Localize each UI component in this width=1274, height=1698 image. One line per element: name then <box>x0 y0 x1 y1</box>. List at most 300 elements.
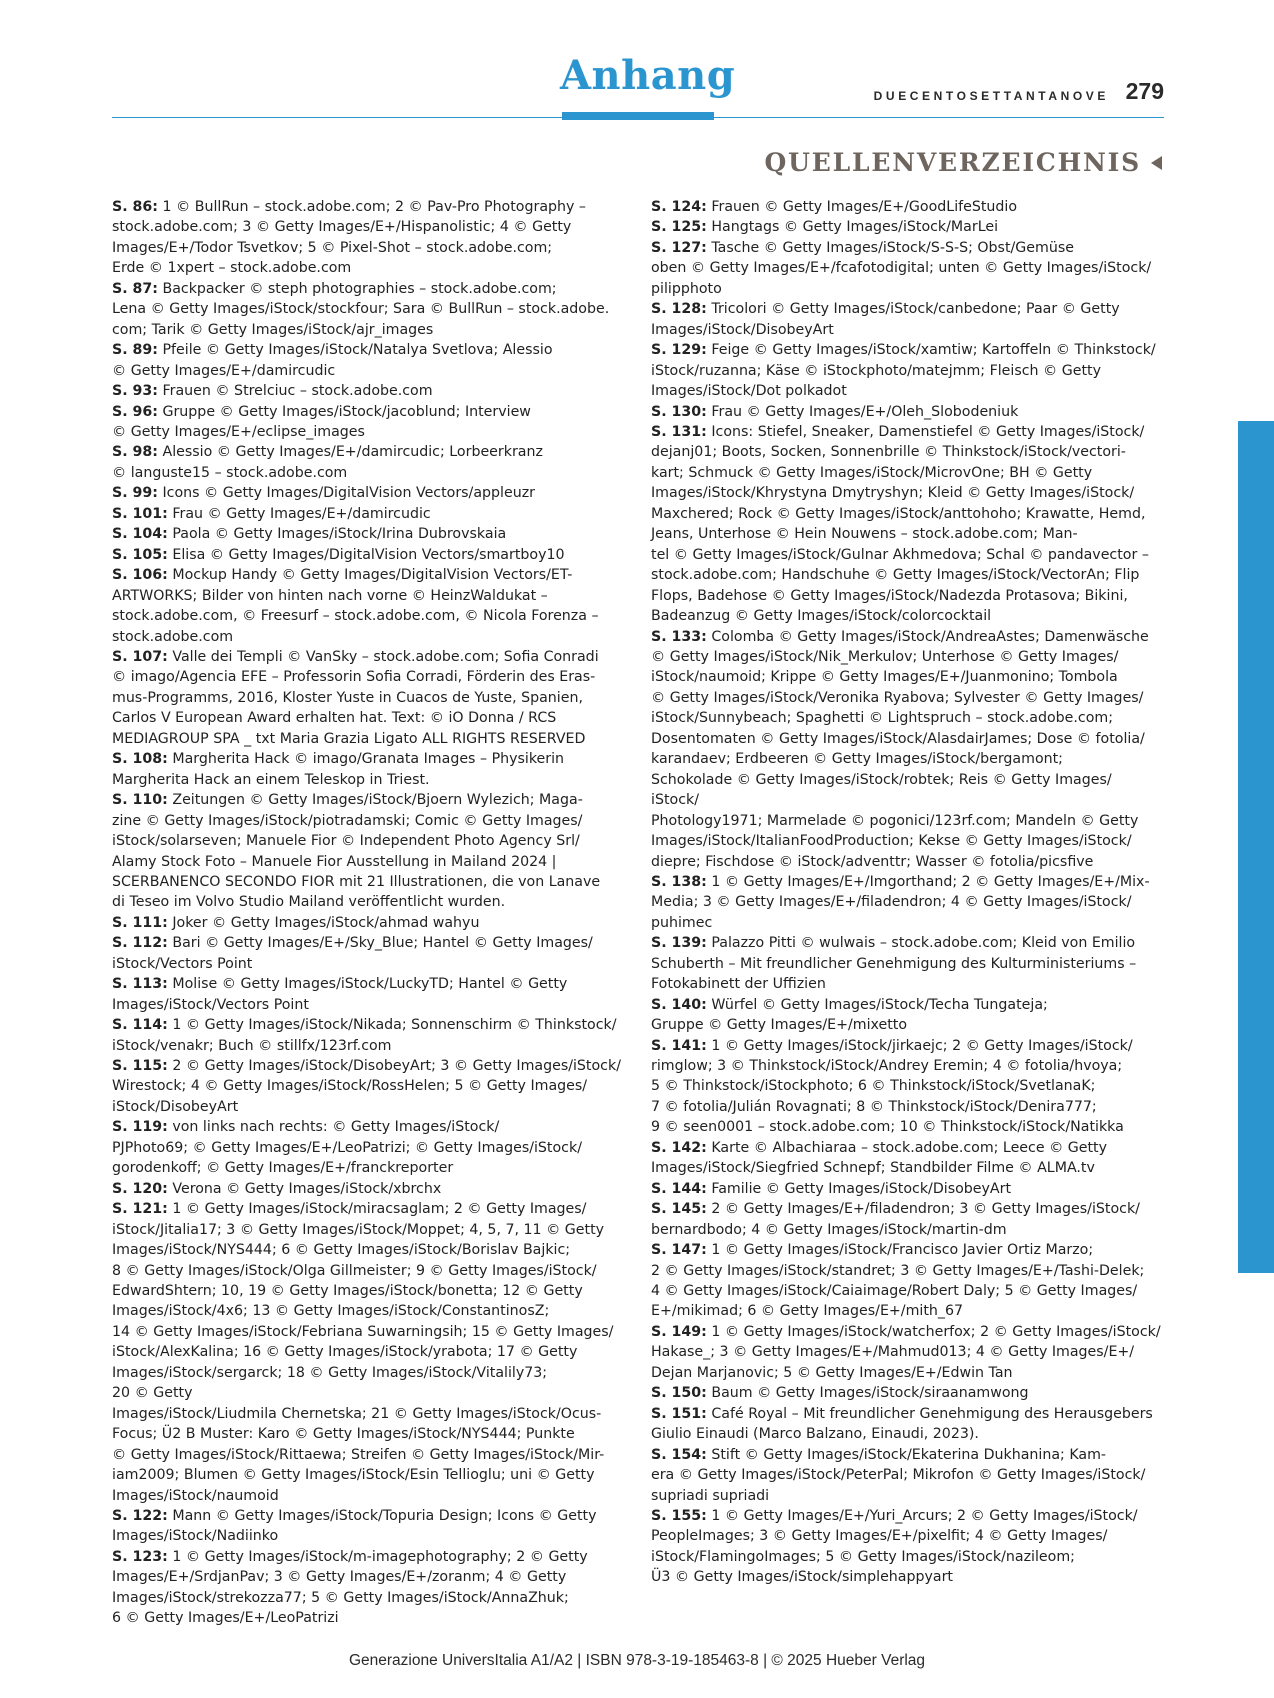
credit-entry <box>651 627 1191 872</box>
credit-line <box>651 1547 1191 1567</box>
credit-entry <box>112 933 642 974</box>
credit-entry <box>112 565 642 647</box>
credit-entry <box>651 1138 1191 1179</box>
credit-entry <box>112 790 642 913</box>
page-reference: S. 122: <box>112 1508 168 1524</box>
credit-entry <box>112 442 642 483</box>
credit-line <box>651 422 1191 442</box>
page-reference: S. 110: <box>112 792 168 809</box>
credit-line <box>112 729 642 749</box>
credit-line <box>651 790 1191 810</box>
page-reference: S. 101: <box>112 505 168 522</box>
credit-line <box>112 1281 642 1301</box>
credit-line <box>651 1526 1191 1546</box>
credit-text: Images/iStock/DisobeyArt <box>651 321 834 338</box>
credit-line <box>112 1404 642 1424</box>
credit-text: stock.adobe.com <box>112 628 234 645</box>
credit-text: iStock/naumoid; Krippe © Getty Images/E+/Juanmonino; Tombola <box>651 669 1118 686</box>
credit-text: Dejan Marjanovic; 5 © Getty Images/E+/Edwin Tan <box>651 1364 1013 1381</box>
credit-line <box>651 402 1191 422</box>
credit-text: ARTWORKS; Bilder von hinten nach vorne © HeinzWaldukat – <box>112 587 548 604</box>
credit-text: 8 © Getty Images/iStock/Olga Gillmeister; 9 © Getty Images/iStock/ <box>112 1262 597 1279</box>
page-reference: S. 147: <box>651 1242 707 1259</box>
credit-line <box>112 688 642 708</box>
credit-text: 6 © Getty Images/E+/LeoPatrizi <box>112 1610 339 1627</box>
credit-line <box>112 1036 642 1056</box>
credit-text: Feige © Getty Images/iStock/xamtiw; Kartoffeln © Thinkstock/ <box>711 342 1156 359</box>
credit-text: Images/iStock/naumoid <box>112 1487 279 1504</box>
credit-entry <box>112 483 642 503</box>
credit-line <box>651 1506 1191 1526</box>
credit-text: Icons: Stiefel, Sneaker, Damenstiefel © Getty Images/iStock/ <box>711 423 1145 440</box>
credit-text: kart; Schmuck © Getty Images/iStock/MicrovOne; BH © Getty <box>651 464 1093 481</box>
credit-line <box>651 770 1191 790</box>
credit-text: © Getty Images/E+/damircudic <box>112 362 336 379</box>
credit-text: Images/iStock/Khrystyna Dmytryshyn; Kleid © Getty Images/iStock/ <box>651 485 1135 502</box>
credit-text: Images/iStock/Siegfried Schnepf; Standbilder Filme © ALMA.tv <box>651 1160 1095 1177</box>
page-reference: S. 89: <box>112 342 158 359</box>
credit-text: Verona © Getty Images/iStock/xbrchx <box>172 1180 442 1197</box>
credit-entry <box>651 1445 1191 1506</box>
credit-line <box>112 1015 642 1035</box>
credit-text: Images/iStock/Vectors Point <box>112 996 309 1013</box>
credit-entry <box>112 1547 642 1629</box>
credit-line <box>651 688 1191 708</box>
credit-text: Jeans, Unterhose © Hein Nouwens – stock.adobe.com; Man- <box>651 526 1078 543</box>
page-reference: S. 131: <box>651 423 707 440</box>
credits-column-left <box>112 197 642 1629</box>
credit-line <box>651 197 1191 217</box>
credit-line <box>651 1015 1191 1035</box>
section-title: QUELLENVERZEICHNIS <box>764 148 1141 177</box>
credit-line <box>651 913 1191 933</box>
page-reference: S. 140: <box>651 996 707 1013</box>
credit-text: Margherita Hack an einem Teleskop in Triest. <box>112 771 430 788</box>
credit-line <box>651 995 1191 1015</box>
credit-text: Stift © Getty Images/iStock/Ekaterina Dukhanina; Kam- <box>711 1446 1107 1463</box>
credit-text: Bari © Getty Images/E+/Sky_Blue; Hantel © Getty Images/ <box>172 935 593 952</box>
credit-text: Carlos V European Award erhalten hat. Text: © iO Donna / RCS <box>112 710 557 727</box>
credit-entry <box>112 340 642 381</box>
page-number-word: DUECENTOSETTANTANOVE <box>873 89 1109 103</box>
credit-text: Dosentomaten © Getty Images/iStock/AlasdairJames; Dose © fotolia/ <box>651 730 1145 747</box>
credit-text: gorodenkoff; © Getty Images/E+/franckreporter <box>112 1160 454 1177</box>
credit-text: Images/iStock/ItalianFoodProduction; Kekse © Getty Images/iStock/ <box>651 833 1132 850</box>
credit-text: Icons © Getty Images/DigitalVision Vectors/appleuzr <box>162 485 535 502</box>
credit-line <box>651 1138 1191 1158</box>
credit-entry <box>112 1015 642 1056</box>
credit-entry <box>651 995 1191 1036</box>
credit-line <box>112 1526 642 1546</box>
credit-entry <box>651 1179 1191 1199</box>
page-reference: S. 111: <box>112 914 168 931</box>
credit-entry <box>112 913 642 933</box>
credit-text: Frau © Getty Images/E+/Oleh_Slobodeniuk <box>711 403 1019 420</box>
credit-entry <box>651 1036 1191 1138</box>
credit-line <box>112 1199 642 1219</box>
credit-line <box>651 1281 1191 1301</box>
credit-entry <box>651 1240 1191 1322</box>
credit-text: © Getty Images/E+/eclipse_images <box>112 423 365 440</box>
credit-text: iStock/DisobeyArt <box>112 1098 239 1115</box>
credit-line <box>112 1158 642 1178</box>
credit-entry <box>112 197 642 279</box>
page-reference: S. 120: <box>112 1180 168 1197</box>
credit-line <box>112 545 642 565</box>
credit-text: 20 © Getty <box>112 1385 193 1402</box>
credit-line <box>112 647 642 667</box>
credit-line <box>112 627 642 647</box>
credit-line <box>112 852 642 872</box>
page-reference: S. 150: <box>651 1385 707 1402</box>
credit-line <box>651 1199 1191 1219</box>
triangle-left-icon <box>1151 156 1162 170</box>
page-reference: S. 145: <box>651 1201 707 1218</box>
credit-line <box>112 831 642 851</box>
credit-line <box>112 422 642 442</box>
credit-entry <box>651 217 1191 237</box>
credit-entry <box>112 504 642 524</box>
page-reference: S. 115: <box>112 1058 168 1075</box>
credit-entry <box>112 402 642 443</box>
page-reference: S. 96: <box>112 403 158 420</box>
page-reference: S. 129: <box>651 342 707 359</box>
credit-text: EdwardShtern; 10, 19 © Getty Images/iStock/bonetta; 12 © Getty <box>112 1283 583 1300</box>
credit-line <box>112 340 642 360</box>
credit-entry <box>651 1199 1191 1240</box>
credit-text: 4 © Getty Images/iStock/Caiaimage/Robert Daly; 5 © Getty Images/ <box>651 1283 1138 1300</box>
credit-line <box>112 1138 642 1158</box>
credit-text: Colomba © Getty Images/iStock/AndreaAstes; Damenwäsche <box>711 628 1149 645</box>
credit-text: Paola © Getty Images/iStock/Irina Dubrovskaia <box>172 526 507 543</box>
credit-line <box>651 1076 1191 1096</box>
page-reference: S. 93: <box>112 383 158 400</box>
credit-text: 2 © Getty Images/iStock/standret; 3 © Getty Images/E+/Tashi-Delek; <box>651 1262 1145 1279</box>
credit-line <box>112 504 642 524</box>
credit-text: Pfeile © Getty Images/iStock/Natalya Svetlova; Alessio <box>162 342 553 359</box>
page-reference: S. 105: <box>112 546 168 563</box>
credit-text: Maxchered; Rock © Getty Images/iStock/anttohoho; Krawatte, Hemd, <box>651 505 1146 522</box>
credit-text: © imago/Agencia EFE – Professorin Sofia Corradi, Förderin des Eras- <box>112 669 596 686</box>
credit-text: Café Royal – Mit freundlicher Genehmigung des Herausgebers <box>711 1405 1153 1422</box>
credit-text: Würfel © Getty Images/iStock/Techa Tungateja; <box>711 996 1048 1013</box>
credit-line <box>651 1465 1191 1485</box>
credit-line <box>651 442 1191 462</box>
credit-entry <box>112 974 642 1015</box>
credit-line <box>112 606 642 626</box>
credit-line <box>112 463 642 483</box>
page-reference: S. 107: <box>112 648 168 665</box>
credit-line <box>651 647 1191 667</box>
credit-line <box>651 361 1191 381</box>
credit-text: Focus; Ü2 B Muster: Karo © Getty Images/iStock/NYS444; Punkte <box>112 1426 575 1443</box>
credit-text: pilipphoto <box>651 280 722 297</box>
credit-line <box>651 1342 1191 1362</box>
credit-line <box>112 1567 642 1587</box>
credit-text: Gruppe © Getty Images/iStock/jacoblund; Interview <box>162 403 531 420</box>
page-reference: S. 86: <box>112 199 158 215</box>
credit-line <box>112 1588 642 1608</box>
credit-text: Tricolori © Getty Images/iStock/canbedone; Paar © Getty <box>711 301 1120 318</box>
credit-line <box>112 667 642 687</box>
credit-text: zine © Getty Images/iStock/piotradamski; Comic © Getty Images/ <box>112 812 583 829</box>
credit-line <box>112 974 642 994</box>
credit-line <box>112 442 642 462</box>
credit-entry <box>112 749 642 790</box>
credit-line <box>112 1220 642 1240</box>
credit-text: iStock/FlamingoImages; 5 © Getty Images/iStock/nazileom; <box>651 1548 1075 1565</box>
credit-text: iStock/solarseven; Manuele Fior © Independent Photo Agency Srl/ <box>112 833 580 850</box>
credit-text: 1 © Getty Images/iStock/watcherfox; 2 © Getty Images/iStock/ <box>711 1323 1161 1340</box>
credit-text: © Getty Images/iStock/Nik_Merkulov; Unterhose © Getty Images/ <box>651 648 1119 665</box>
credit-text: Mann © Getty Images/iStock/Topuria Design; Icons © Getty <box>172 1508 597 1524</box>
credit-text: Valle dei Templi © VanSky – stock.adobe.com; Sofia Conradi <box>172 648 599 665</box>
credit-line <box>651 831 1191 851</box>
credit-text: 1 © BullRun – stock.adobe.com; 2 © Pav-Pro Photography – <box>162 199 587 215</box>
credit-text: mus-Programms, 2016, Kloster Yuste in Cuacos de Yuste, Spanien, <box>112 689 583 706</box>
credit-line <box>651 1445 1191 1465</box>
credit-line <box>112 1322 642 1342</box>
credit-line <box>651 729 1191 749</box>
credit-line <box>651 954 1191 974</box>
credit-text: bernardbodo; 4 © Getty Images/iStock/martin-dm <box>651 1221 1007 1238</box>
credit-text: Erde © 1xpert – stock.adobe.com <box>112 260 352 277</box>
credit-line <box>112 1383 642 1403</box>
credit-text: Images/iStock/Liudmila Chernetska; 21 © Getty Images/iStock/Ocus- <box>112 1405 602 1422</box>
credit-text: Frau © Getty Images/E+/damircudic <box>172 505 431 522</box>
credit-text: 1 © Getty Images/iStock/Francisco Javier Ortiz Marzo; <box>711 1242 1094 1259</box>
page-reference: S. 133: <box>651 628 707 645</box>
credit-text: iStock/venakr; Buch © stillfx/123rf.com <box>112 1037 392 1054</box>
page-reference: S. 121: <box>112 1201 168 1218</box>
credit-line <box>651 811 1191 831</box>
credit-line <box>112 892 642 912</box>
credit-entry <box>651 340 1191 401</box>
credit-line <box>112 565 642 585</box>
credit-text: Fotokabinett der Uffizien <box>651 976 826 993</box>
credit-line <box>651 504 1191 524</box>
credit-text: rimglow; 3 © Thinkstock/iStock/Andrey Eremin; 4 © fotolia/hvoya; <box>651 1058 1123 1075</box>
credit-text: supriadi supriadi <box>651 1487 770 1504</box>
credit-text: Media; 3 © Getty Images/E+/filadendron; 4 © Getty Images/iStock/ <box>651 894 1132 911</box>
credit-line <box>112 402 642 422</box>
credit-line <box>112 381 642 401</box>
credit-line <box>651 299 1191 319</box>
credit-line <box>112 1240 642 1260</box>
credit-entry <box>112 545 642 565</box>
credit-text: stock.adobe.com, © Freesurf – stock.adobe.com, © Nicola Forenza – <box>112 608 599 625</box>
page-reference: S. 124: <box>651 199 707 215</box>
credit-text: puhimec <box>651 914 713 931</box>
credit-line <box>112 586 642 606</box>
credit-line <box>651 524 1191 544</box>
credit-entry <box>112 1117 642 1178</box>
credit-line <box>651 217 1191 237</box>
credit-text: Images/iStock/4x6; 13 © Getty Images/iStock/ConstantinosZ; <box>112 1303 550 1320</box>
chapter-title: Anhang <box>560 52 736 99</box>
credit-text: di Teseo im Volvo Studio Mailand veröffentlicht wurden. <box>112 894 506 911</box>
credit-text: 1 © Getty Images/iStock/miracsaglam; 2 © Getty Images/ <box>172 1201 587 1218</box>
credit-line <box>651 933 1191 953</box>
credit-line <box>651 1056 1191 1076</box>
credit-text: von links nach rechts: © Getty Images/iStock/ <box>172 1119 500 1136</box>
credit-text: iStock/Sunnybeach; Spaghetti © Lightspruch – stock.adobe.com; <box>651 710 1113 727</box>
credit-line <box>112 238 642 258</box>
credit-text: © Getty Images/iStock/Veronika Ryabova; Sylvester © Getty Images/ <box>651 689 1144 706</box>
credit-line <box>112 995 642 1015</box>
credit-line <box>651 1179 1191 1199</box>
credit-line <box>112 197 642 217</box>
credit-line <box>112 320 642 340</box>
credit-text: 1 © Getty Images/iStock/Nikada; Sonnenschirm © Thinkstock/ <box>172 1017 617 1034</box>
credit-line <box>112 933 642 953</box>
page-reference: S. 113: <box>112 976 168 993</box>
credit-text: Margherita Hack © imago/Granata Images – Physikerin <box>172 751 565 768</box>
credit-line <box>651 483 1191 503</box>
page-reference: S. 98: <box>112 444 158 461</box>
credit-text: tel © Getty Images/iStock/Gulnar Akhmedova; Schal © pandavector – <box>651 546 1149 563</box>
page-reference: S. 99: <box>112 485 158 502</box>
credit-text: iStock/AlexKalina; 16 © Getty Images/iStock/yrabota; 17 © Getty <box>112 1344 578 1361</box>
credit-text: 1 © Getty Images/E+/Yuri_Arcurs; 2 © Getty Images/iStock/ <box>711 1508 1138 1524</box>
credit-entry <box>651 1506 1191 1588</box>
credit-entry <box>112 381 642 401</box>
credit-line <box>651 872 1191 892</box>
credit-entry <box>651 1404 1191 1445</box>
credit-line <box>651 1486 1191 1506</box>
credit-text: PeopleImages; 3 © Getty Images/E+/pixelfit; 4 © Getty Images/ <box>651 1528 1108 1545</box>
credit-text: Karte © Albachiaraa – stock.adobe.com; Leece © Getty <box>711 1139 1108 1156</box>
page-reference: S. 139: <box>651 935 707 952</box>
credit-text: 2 © Getty Images/E+/filadendron; 3 © Getty Images/iStock/ <box>711 1201 1140 1218</box>
credit-line <box>651 1322 1191 1342</box>
credit-line <box>651 1036 1191 1056</box>
credit-text: Images/iStock/NYS444; 6 © Getty Images/iStock/Borislav Bajkic; <box>112 1242 571 1259</box>
chapter-tab-marker <box>562 112 714 120</box>
credit-text: Images/iStock/strekozza77; 5 © Getty Images/iStock/AnnaZhuk; <box>112 1589 569 1606</box>
credit-entry <box>651 1322 1191 1383</box>
credit-entry <box>112 1199 642 1506</box>
credit-text: Zeitungen © Getty Images/iStock/Bjoern Wylezich; Maga- <box>172 792 583 809</box>
credit-line <box>112 299 642 319</box>
credit-line <box>651 545 1191 565</box>
credit-text: Baum © Getty Images/iStock/siraanamwong <box>711 1385 1029 1402</box>
credit-line <box>112 770 642 790</box>
credit-text: iam2009; Blumen © Getty Images/iStock/Esin Tellioglu; uni © Getty <box>112 1467 595 1484</box>
page-reference: S. 104: <box>112 526 168 543</box>
credit-line <box>651 1097 1191 1117</box>
credit-text: dejanj01; Boots, Socken, Sonnenbrille © Thinkstock/iStock/vectori- <box>651 444 1126 461</box>
page-reference: S. 123: <box>112 1548 168 1565</box>
credit-text: 5 © Thinkstock/iStockphoto; 6 © Thinkstock/iStock/SvetlanaK; <box>651 1078 1096 1095</box>
credit-line <box>112 258 642 278</box>
credit-text: Frauen © Getty Images/E+/GoodLifeStudio <box>711 199 1018 215</box>
page-reference: S. 141: <box>651 1037 707 1054</box>
credit-line <box>112 1363 642 1383</box>
credit-text: Flops, Badehose © Getty Images/iStock/Nadezda Protasova; Bikini, <box>651 587 1128 604</box>
credit-entry <box>112 1506 642 1547</box>
credit-line <box>651 1301 1191 1321</box>
page-reference: S. 130: <box>651 403 707 420</box>
credit-text: MEDIAGROUP SPA _ txt Maria Grazia Ligato ALL RIGHTS RESERVED <box>112 730 586 747</box>
credit-text: 1 © Getty Images/iStock/m-imagephotography; 2 © Getty <box>172 1548 588 1565</box>
credit-line <box>112 1056 642 1076</box>
credit-text: Giulio Einaudi (Marco Balzano, Einaudi, 2023). <box>651 1426 979 1443</box>
credit-line <box>112 1465 642 1485</box>
credit-text: E+/mikimad; 6 © Getty Images/E+/mith_67 <box>651 1303 964 1320</box>
credit-entry <box>651 933 1191 994</box>
credit-text: Elisa © Getty Images/DigitalVision Vectors/smartboy10 <box>172 546 565 563</box>
credit-text: karandaev; Erdbeeren © Getty Images/iStock/bergamont; <box>651 751 1063 768</box>
credit-text: Mockup Handy © Getty Images/DigitalVision Vectors/ET- <box>172 567 573 584</box>
credit-text: Gruppe © Getty Images/E+/mixetto <box>651 1017 908 1034</box>
credit-text: Photology1971; Marmelade © pogonici/123rf.com; Mandeln © Getty <box>651 812 1139 829</box>
credit-line <box>112 1342 642 1362</box>
page-reference: S. 142: <box>651 1139 707 1156</box>
credit-line <box>651 606 1191 626</box>
page-footer: Generazione UniversItalia A1/A2 | ISBN 978-3-19-185463-8 | © 2025 Hueber Verlag <box>348 1652 926 1669</box>
credit-line <box>112 1445 642 1465</box>
page-reference: S. 144: <box>651 1180 707 1197</box>
credit-line <box>112 749 642 769</box>
credit-line <box>651 381 1191 401</box>
credit-line <box>651 1240 1191 1260</box>
section-heading <box>765 148 1162 177</box>
credit-line <box>112 1097 642 1117</box>
page-reference: S. 119: <box>112 1119 168 1136</box>
credit-text: 1 © Getty Images/iStock/jirkaejc; 2 © Getty Images/iStock/ <box>711 1037 1133 1054</box>
credit-text: SCERBANENCO SECONDO FIOR mit 21 Illustrationen, die von Lanave <box>112 873 601 890</box>
credit-line <box>112 217 642 237</box>
credit-text: com; Tarik © Getty Images/iStock/ajr_images <box>112 321 434 338</box>
credit-line <box>112 279 642 299</box>
side-thumb-tab <box>1238 421 1274 1273</box>
credit-text: Molise © Getty Images/iStock/LuckyTD; Hantel © Getty <box>172 976 568 993</box>
credit-line <box>112 1547 642 1567</box>
credit-text: PJPhoto69; © Getty Images/E+/LeoPatrizi; © Getty Images/iStock/ <box>112 1139 582 1156</box>
credit-line <box>651 258 1191 278</box>
credit-line <box>651 627 1191 647</box>
page-reference: S. 138: <box>651 873 707 890</box>
page-reference: S. 106: <box>112 567 168 584</box>
credit-line <box>651 1117 1191 1137</box>
credit-text: Frauen © Strelciuc – stock.adobe.com <box>162 383 433 400</box>
page-reference: S. 108: <box>112 751 168 768</box>
credit-line <box>651 1158 1191 1178</box>
credit-text: Hakase_; 3 © Getty Images/E+/Mahmud013; 4 © Getty Images/E+/ <box>651 1344 1135 1361</box>
credit-text: oben © Getty Images/E+/fcafotodigital; unten © Getty Images/iStock/ <box>651 260 1152 277</box>
credit-line <box>651 667 1191 687</box>
credit-text: Schuberth – Mit freundlicher Genehmigung des Kulturministeriums – <box>651 955 1137 972</box>
credit-text: iStock/ruzanna; Käse © iStockphoto/matejmm; Fleisch © Getty <box>651 362 1101 379</box>
credit-line <box>112 1486 642 1506</box>
credit-entry <box>112 1056 642 1117</box>
credit-text: 14 © Getty Images/iStock/Febriana Suwarningsih; 15 © Getty Images/ <box>112 1323 614 1340</box>
credit-line <box>112 811 642 831</box>
credit-text: Backpacker © steph photographies – stock.adobe.com; <box>162 280 557 297</box>
credit-text: Lena © Getty Images/iStock/stockfour; Sara © BullRun – stock.adobe. <box>112 301 610 318</box>
credit-line <box>651 1363 1191 1383</box>
credit-line <box>651 586 1191 606</box>
credit-text: 9 © seen0001 – stock.adobe.com; 10 © Thinkstock/iStock/Natikka <box>651 1119 1124 1136</box>
credit-line <box>112 790 642 810</box>
credit-entry <box>651 422 1191 627</box>
credit-text: Joker © Getty Images/iStock/ahmad wahyu <box>172 914 480 931</box>
credit-line <box>112 1301 642 1321</box>
credit-line <box>651 238 1191 258</box>
credit-text: stock.adobe.com; 3 © Getty Images/E+/Hispanolistic; 4 © Getty <box>112 219 572 236</box>
credit-line <box>651 1567 1191 1587</box>
